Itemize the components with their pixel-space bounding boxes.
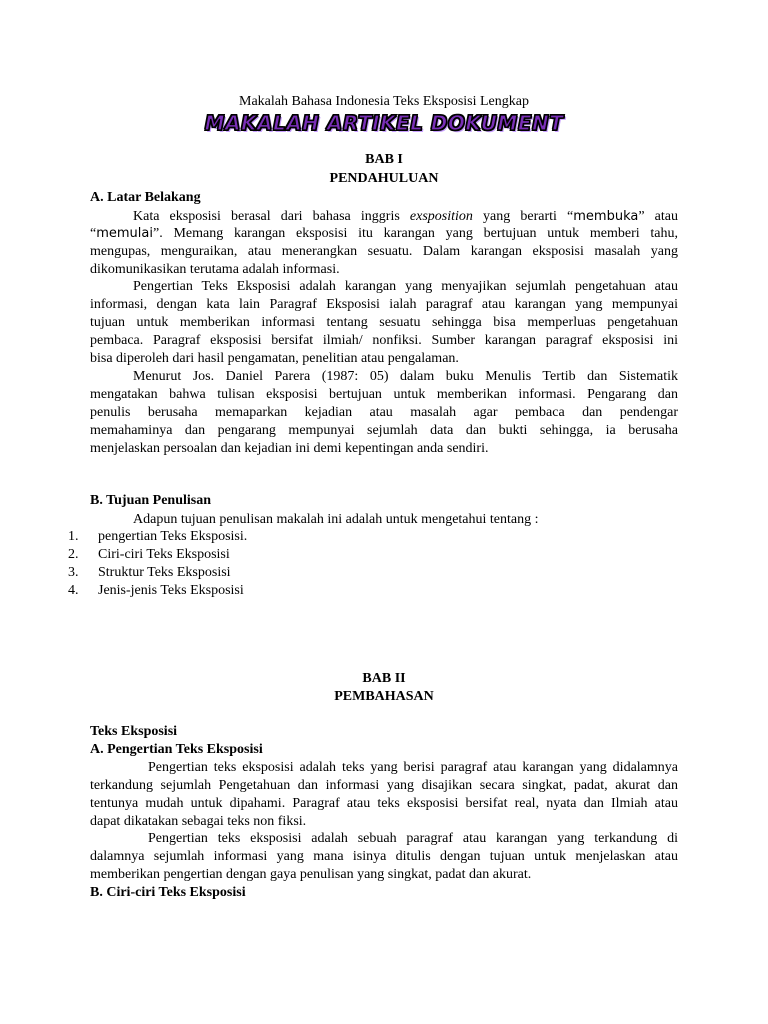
paragraph-line: tujuan untuk memberikan informasi tentang sesuatu sehingga bisa memperluas pengetahuan [90, 315, 678, 330]
paragraph-line: Pengertian teks eksposisi adalah teks yang berisi paragraf atau karangan yang didalamnya [148, 760, 678, 775]
paragraph-line: mengupas, menguraikan, atau menerangkan sesuatu. Dalam karangan eksposisi masalah yang [90, 244, 678, 259]
logo-text: MAKALAH ARTIKEL DOKUMENT [204, 111, 564, 135]
document-title: Makalah Bahasa Indonesia Teks Eksposisi Lengkap [239, 94, 529, 109]
paragraph-line: Pengertian Teks Eksposisi adalah karangan yang menyajikan sejumlah pengetahuan atau [133, 279, 678, 294]
section-pengertian: A. Pengertian Teks Eksposisi [90, 742, 263, 757]
bab2-subheading: PEMBAHASAN [334, 689, 434, 704]
paragraph-line: informasi, dengan kata lain Paragraf Eksposisi ialah paragraf atau karangan yang mempunyai [90, 297, 678, 312]
paragraph-line: Adapun tujuan penulisan makalah ini adalah untuk mengetahui tentang : [133, 512, 539, 527]
paragraph-line: tentunya mudah untuk dipahami. Paragraf atau teks eksposisi bersifat real, nyata dan Ilmiah atau [90, 796, 678, 811]
list-item: 1. pengertian Teks Eksposisi. [68, 529, 248, 544]
paragraph-line: menjelaskan persoalan dan kejadian ini demi kepentingan anda sendiri. [90, 441, 489, 456]
list-item: 4. Jenis-jenis Teks Eksposisi [68, 583, 244, 598]
bab1-heading: BAB I [365, 152, 403, 167]
list-item: 2. Ciri-ciri Teks Eksposisi [68, 547, 230, 562]
logo-banner [90, 111, 678, 135]
paragraph-line: Menurut Jos. Daniel Parera (1987: 05) dalam buku Menulis Tertib dan Sistematik [133, 369, 678, 384]
paragraph-line: dalamnya sejumlah informasi yang mana isinya ditulis dengan tujuan untuk menjelaskan atau [90, 849, 678, 864]
topic-heading: Teks Eksposisi [90, 724, 178, 739]
paragraph-line: penulis berusaha memaparkan kejadian atau masalah agar pembaca dan pendengar [90, 405, 678, 420]
bab2-heading: BAB II [362, 671, 406, 686]
paragraph-line: memberikan pengertian dengan gaya penulisan yang singkat, padat dan akurat. [90, 867, 532, 882]
paragraph-line: terkandung sejumlah Pengetahuan dan informasi yang disajikan secara singkat, padat, akurat dan [90, 778, 678, 793]
paragraph-line: dikomunikasikan terutama adalah informasi. [90, 262, 340, 277]
paragraph-line: pembaca. Paragraf eksposisi bersifat ilmiah/ nonfiksi. Sumber karangan paragraf eksposisi ini [90, 333, 678, 348]
section-tujuan-penulisan: B. Tujuan Penulisan [90, 493, 212, 508]
list-item: 3. Struktur Teks Eksposisi [68, 565, 231, 580]
section-latar-belakang: A. Latar Belakang [90, 190, 201, 205]
paragraph-line: memahaminya dan pengarang mempunyai sejumlah data dan bukti sehingga, ia berusaha [90, 423, 678, 438]
paragraph-line: mengatakan bahwa tulisan eksposisi bertujuan untuk memberikan informasi. Pengarang dan [90, 387, 678, 402]
paragraph-line: “memulai”. Memang karangan eksposisi itu karangan yang bertujuan untuk memberi tahu, [90, 226, 678, 241]
paragraph-line: bisa diperoleh dari hasil pengamatan, penelitian atau pengalaman. [90, 351, 459, 366]
paragraph-line: dapat dikatakan sebagai teks non fiksi. [90, 814, 307, 829]
bab1-subheading: PENDAHULUAN [329, 171, 439, 186]
paragraph-line: Pengertian teks eksposisi adalah sebuah paragraf atau karangan yang terkandung di [148, 831, 678, 846]
paragraph-line: Kata eksposisi berasal dari bahasa inggris exsposition yang berarti “membuka” atau [133, 209, 678, 224]
section-ciri-ciri: B. Ciri-ciri Teks Eksposisi [90, 885, 246, 900]
